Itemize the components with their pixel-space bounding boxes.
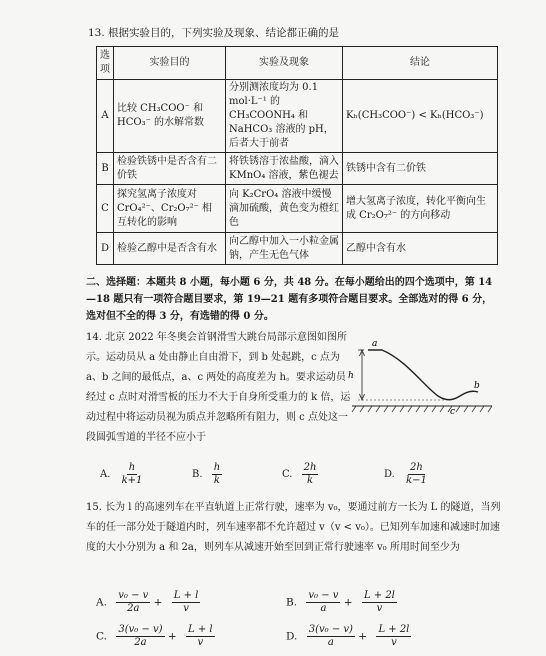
fraction: $\frac{2h}{k-1}$: [406, 462, 427, 486]
fraction: $\frac{\text{3(v₀ − v)}}{a}$: [308, 624, 353, 648]
row-operation: 向 K₂CrO₄ 溶液中缓慢滴加硫酸，黄色变为橙红色: [226, 185, 343, 233]
table-row: [97, 185, 498, 233]
row-operation: 将铁锈溶于浓盐酸，滴入 KMnO₄ 溶液，紫色褪去: [226, 153, 343, 185]
q14-option-a[interactable]: [100, 462, 144, 487]
row-conclusion: 铁锈中含有二价铁: [343, 153, 498, 185]
fraction: $\frac{L + l}{v}$: [173, 590, 199, 614]
q14-option-b[interactable]: [192, 462, 222, 487]
q14-stem: 14. 北京 2022 年冬奥会首钢滑雪大跳台局部示意图如图所示。运动员从 a 处由静止自由滑下，到 b 处起跳，c 点为 a、b 之间的最低点，a、c 两处的高度差为 h。要求运动员经过 c 点时对滑雪板的压力不大于自身所受重力的 k 倍，运动过程中将运动员视为质点并忽略所有阻力，则 c 点处这一段圆弧雪道的半径不应小于: [86, 332, 351, 443]
fraction: $\frac{\text{v₀ − v}}{2a}$: [118, 590, 149, 614]
row-option: B: [97, 153, 114, 185]
row-aim: 探究氢离子浓度对 CrO₄²⁻、Cr₂O₇²⁻ 相互转化的影响: [114, 185, 226, 233]
fraction: $\frac{\text{3(v₀ − v)}}{2a}$: [118, 624, 163, 648]
fraction: $\frac{h}{k}$: [213, 462, 221, 486]
label-a: a: [372, 339, 378, 349]
row-conclusion: 乙醇中含有水: [343, 233, 498, 265]
header-option: 选项: [97, 47, 114, 80]
row-operation: 向乙醇中加入一小粒金属钠，产生无色气体: [226, 233, 343, 265]
row-option: D: [97, 233, 114, 265]
option-label: D.: [384, 469, 395, 480]
q14-option-c[interactable]: [282, 462, 318, 487]
option-label: A.: [96, 596, 107, 609]
section-2-instructions: 二、选择题：本题共 8 小题，每小题 6 分，共 48 分。在每小题给出的四个选项中，第 14—18 题只有一项符合题目要求，第 19—21 题有多项符合题目要求。全部选对的得 6 分，选对但不全的得 3 分，有选错的得 0 分。: [86, 277, 493, 322]
row-aim: 比较 CH₃COO⁻ 和 HCO₃⁻ 的水解常数: [114, 80, 226, 153]
label-c: c: [450, 407, 456, 417]
q13-stem: 13. 根据实验目的，下列实验及现象、结论都正确的是: [88, 27, 340, 39]
ski-jump-diagram: [346, 334, 496, 422]
table-row: [97, 233, 498, 265]
label-b: b: [474, 381, 480, 391]
fraction: $\frac{h}{k+1}$: [121, 462, 143, 486]
q15-option-c[interactable]: C. $\frac{\text{3(v₀ − v)}}{2a}$ + $\frac{L + l}{v}$: [96, 624, 213, 648]
row-aim: 检验乙醇中是否含有水: [114, 233, 226, 265]
row-operation: 分别测浓度均为 0.1 mol·L⁻¹ 的 CH₃COONH₄ 和 NaHCO₃ 溶液的 pH，后者大于前者: [226, 80, 343, 153]
header-conclusion: 结论: [343, 47, 498, 80]
q15-option-a[interactable]: A. $\frac{\text{v₀ − v}}{2a}$ + $\frac{L + l}{v}$: [96, 590, 199, 614]
header-aim: 实验目的: [114, 47, 226, 80]
row-aim: 检验铁锈中是否含有二价铁: [114, 153, 226, 185]
q13-table: [96, 46, 498, 265]
row-option: C: [97, 185, 114, 233]
header-operation: 实验及现象: [226, 47, 343, 80]
option-label: C.: [282, 469, 293, 480]
table-row: [97, 153, 498, 185]
q15-stem: 15. 长为 l 的高速列车在平直轨道上正常行驶，速率为 v₀，要通过前方一长为 L 的隧道，当列车的任一部分处于隧道内时，列车速率都不允许超过 v（v < v₀）。已知列车加速和减速时加速度的大小分别为 a 和 2a，则列车从减速开始至回到正常行驶速率 v₀ 所用时间至少为: [86, 502, 501, 553]
option-label: C.: [96, 630, 107, 643]
option-label: D.: [286, 630, 298, 643]
row-option: A: [97, 80, 114, 153]
option-label: B.: [192, 469, 203, 480]
fraction: $\frac{L + 2l}{v}$: [363, 590, 395, 614]
row-conclusion: 增大氢离子浓度，转化平衡向生成 Cr₂O₇²⁻ 的方向移动: [343, 185, 498, 233]
fraction: $\frac{L + l}{v}$: [188, 624, 213, 648]
ground-hatch: [352, 406, 492, 412]
option-label: B.: [286, 596, 298, 609]
table-header-row: [97, 47, 498, 80]
table-row: [97, 80, 498, 153]
q15-option-b[interactable]: B. $\frac{\text{v₀ − v}}{a}$ + $\frac{L + 2l}{v}$: [286, 590, 395, 614]
option-label: A.: [100, 469, 111, 480]
row-conclusion: Kₕ(CH₃COO⁻) < Kₕ(HCO₃⁻): [343, 80, 498, 153]
q15-option-d[interactable]: D. $\frac{\text{3(v₀ − v)}}{a}$ + $\frac{L + 2l}{v}$: [286, 624, 410, 648]
slope-curve: [368, 350, 478, 400]
q14-option-d[interactable]: [384, 462, 429, 487]
fraction: $\frac{L + 2l}{v}$: [378, 624, 410, 648]
fraction: $\frac{\text{v₀ − v}}{a}$: [308, 590, 339, 614]
fraction: $\frac{2h}{k}$: [303, 462, 317, 486]
label-h: h: [348, 371, 354, 381]
